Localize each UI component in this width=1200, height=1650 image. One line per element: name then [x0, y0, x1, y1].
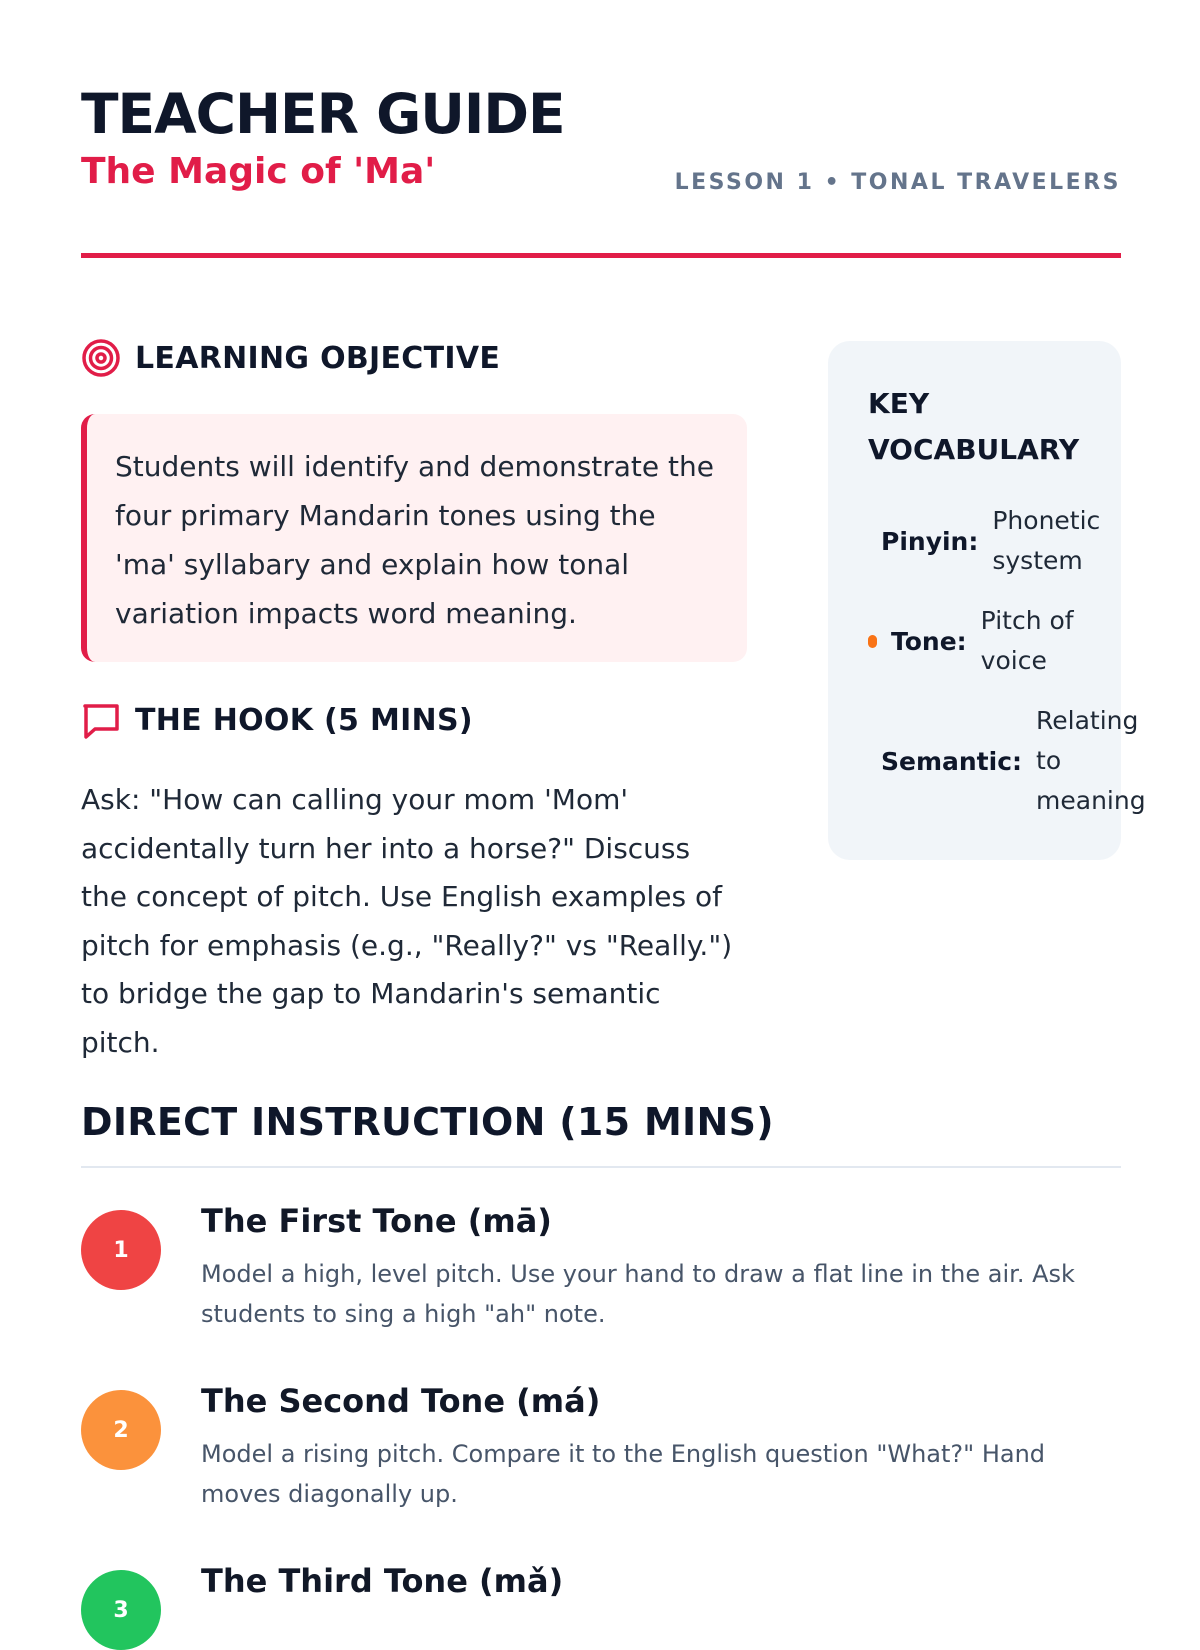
page-title: TEACHER GUIDE [81, 82, 565, 146]
step-title: The Second Tone (má) [201, 1382, 601, 1420]
objective-heading-row [81, 338, 500, 378]
teacher-guide-page [81, 0, 1146, 1623]
vocab-definition: Relating to meaning [1036, 706, 1146, 815]
vocabulary-heading: KEY VOCABULARY [868, 387, 1080, 466]
lesson-subtitle: The Magic of 'Ma' [81, 151, 436, 192]
step-title: The First Tone (mā) [201, 1202, 552, 1240]
hook-heading-row [81, 700, 473, 740]
header-divider [81, 253, 1121, 258]
vocab-definition: Pitch of voice [980, 606, 1074, 675]
vocab-term: Pinyin: [881, 526, 979, 556]
vocab-term: Semantic: [881, 746, 1023, 776]
vocab-term: Tone: [891, 626, 967, 656]
vocab-item-tone [868, 601, 1111, 681]
step-description: Model a rising pitch. Compare it to the English question "What?" Hand moves diagonally up. [201, 1440, 1046, 1508]
step-description: Model a high, level pitch. Use your hand to draw a flat line in the air. Ask students to sing a high "ah" note. [201, 1260, 1075, 1328]
step-title: The Third Tone (mǎ) [201, 1562, 564, 1600]
step-number-badge: 1 [81, 1210, 161, 1290]
hook-heading: THE HOOK (5 MINS) [135, 702, 473, 738]
target-icon [81, 338, 121, 378]
step-number-badge: 2 [81, 1390, 161, 1470]
step-number-badge: 3 [81, 1570, 161, 1650]
vocab-definition: Phonetic system [992, 506, 1101, 575]
objective-callout [81, 414, 747, 662]
direct-instruction-heading: DIRECT INSTRUCTION (15 MINS) [81, 1100, 774, 1144]
direct-instruction-divider [81, 1166, 1121, 1168]
objective-text: Students will identify and demonstrate the four primary Mandarin tones using the 'ma' syllabary and explain how tonal variation impacts word meaning. [115, 450, 714, 630]
hook-text: Ask: "How can calling your mom 'Mom' accidentally turn her into a horse?" Discuss the concept of pitch. Use English examples of pitch for emphasis (e.g., "Really?" vs "Really.") to bridge the gap to Mandarin's semantic pitch. [81, 783, 733, 1059]
lesson-meta: LESSON 1 • TONAL TRAVELERS [674, 170, 1121, 195]
bullet-dot-icon [868, 635, 877, 648]
vocab-item-semantic [881, 701, 1146, 821]
speech-bubble-icon [81, 700, 121, 740]
vocab-item-pinyin [881, 501, 1122, 581]
vocabulary-card [828, 341, 1146, 860]
objective-heading: LEARNING OBJECTIVE [135, 340, 501, 376]
